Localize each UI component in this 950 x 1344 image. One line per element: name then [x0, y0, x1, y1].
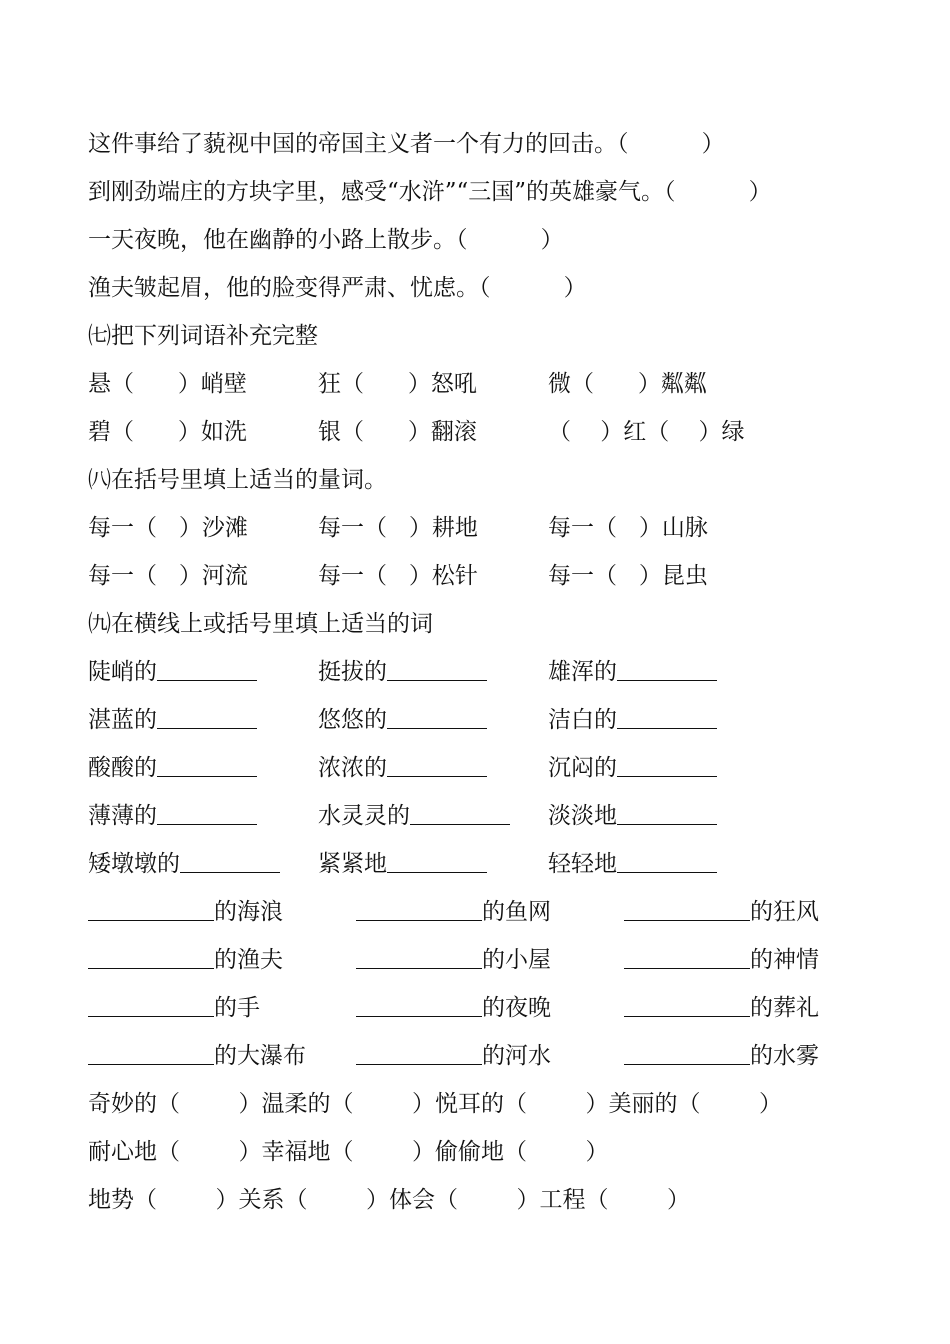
fill-blank[interactable]: [356, 898, 482, 921]
idiom-item: （ ）红（ ）绿: [548, 419, 745, 445]
measure-word-item: 每一（ ）松针: [318, 563, 478, 589]
section-8-title: ㈧在括号里填上适当的量词。: [88, 467, 387, 493]
paren-row: 耐心地（ ）幸福地（ ）偷偷地（ ）: [88, 1139, 609, 1165]
fill-blank[interactable]: [617, 706, 717, 729]
fill-blank[interactable]: [617, 658, 717, 681]
adj-item: 酸酸的: [88, 754, 257, 782]
noun-item: 的河水: [356, 1042, 551, 1070]
measure-word-item: 每一（ ）河流: [88, 563, 248, 589]
fill-blank[interactable]: [180, 850, 280, 873]
fill-blank[interactable]: [88, 898, 214, 921]
fill-blank[interactable]: [387, 754, 487, 777]
sentence-1: 这件事给了藐视中国的帝国主义者一个有力的回击。（ ）: [88, 131, 725, 157]
fill-blank[interactable]: [157, 658, 257, 681]
sentence-4: 渔夫皱起眉，他的脸变得严肃、忧虑。（ ）: [88, 275, 587, 301]
fill-blank[interactable]: [387, 706, 487, 729]
noun-item: 的海浪: [88, 898, 283, 926]
adj-item: 水灵灵的: [318, 802, 510, 830]
noun-item: 的小屋: [356, 946, 551, 974]
adj-item: 洁白的: [548, 706, 717, 734]
fill-blank[interactable]: [624, 994, 750, 1017]
noun-item: 的渔夫: [88, 946, 283, 974]
fill-blank[interactable]: [157, 706, 257, 729]
fill-blank[interactable]: [88, 1042, 214, 1065]
adj-item: 轻轻地: [548, 850, 717, 878]
adj-item: 陡峭的: [88, 658, 257, 686]
adj-item: 悠悠的: [318, 706, 487, 734]
adj-item: 薄薄的: [88, 802, 257, 830]
fill-blank[interactable]: [88, 946, 214, 969]
fill-blank[interactable]: [617, 802, 717, 825]
idiom-item: 微（ ）粼粼: [548, 371, 707, 397]
noun-item: 的大瀑布: [88, 1042, 306, 1070]
fill-blank[interactable]: [624, 1042, 750, 1065]
fill-blank[interactable]: [356, 946, 482, 969]
noun-item: 的水雾: [624, 1042, 819, 1070]
section-9-title: ㈨在横线上或括号里填上适当的词: [88, 611, 433, 637]
section-7-title: ㈦把下列词语补充完整: [88, 323, 318, 349]
paren-row: 奇妙的（ ）温柔的（ ）悦耳的（ ）美丽的（ ）: [88, 1091, 782, 1117]
fill-blank[interactable]: [617, 850, 717, 873]
fill-blank[interactable]: [356, 1042, 482, 1065]
adj-item: 紧紧地: [318, 850, 487, 878]
measure-word-item: 每一（ ）沙滩: [88, 515, 248, 541]
fill-blank[interactable]: [157, 754, 257, 777]
fill-blank[interactable]: [624, 946, 750, 969]
adj-item: 湛蓝的: [88, 706, 257, 734]
fill-blank[interactable]: [88, 994, 214, 1017]
fill-blank[interactable]: [356, 994, 482, 1017]
idiom-item: 银（ ）翻滚: [318, 419, 477, 445]
fill-blank[interactable]: [387, 658, 487, 681]
fill-blank[interactable]: [624, 898, 750, 921]
noun-item: 的手: [88, 994, 260, 1022]
fill-blank[interactable]: [157, 802, 257, 825]
noun-item: 的夜晚: [356, 994, 551, 1022]
adj-item: 沉闷的: [548, 754, 717, 782]
adj-item: 雄浑的: [548, 658, 717, 686]
fill-blank[interactable]: [387, 850, 487, 873]
fill-blank[interactable]: [617, 754, 717, 777]
sentence-2: 到刚劲端庄的方块字里，感受“水浒”“三国”的英雄豪气。（ ）: [88, 179, 772, 205]
idiom-item: 碧（ ）如洗: [88, 419, 247, 445]
paren-row: 地势（ ）关系（ ）体会（ ）工程（ ）: [88, 1187, 690, 1213]
adj-item: 矮墩墩的: [88, 850, 280, 878]
measure-word-item: 每一（ ）耕地: [318, 515, 478, 541]
noun-item: 的狂风: [624, 898, 819, 926]
measure-word-item: 每一（ ）山脉: [548, 515, 708, 541]
sentence-3: 一天夜晚，他在幽静的小路上散步。（ ）: [88, 227, 564, 253]
adj-item: 浓浓的: [318, 754, 487, 782]
adj-item: 淡淡地: [548, 802, 717, 830]
noun-item: 的神情: [624, 946, 819, 974]
adj-item: 挺拔的: [318, 658, 487, 686]
measure-word-item: 每一（ ）昆虫: [548, 563, 708, 589]
idiom-item: 悬（ ）峭壁: [88, 371, 247, 397]
fill-blank[interactable]: [410, 802, 510, 825]
idiom-item: 狂（ ）怒吼: [318, 371, 477, 397]
noun-item: 的葬礼: [624, 994, 819, 1022]
noun-item: 的鱼网: [356, 898, 551, 926]
